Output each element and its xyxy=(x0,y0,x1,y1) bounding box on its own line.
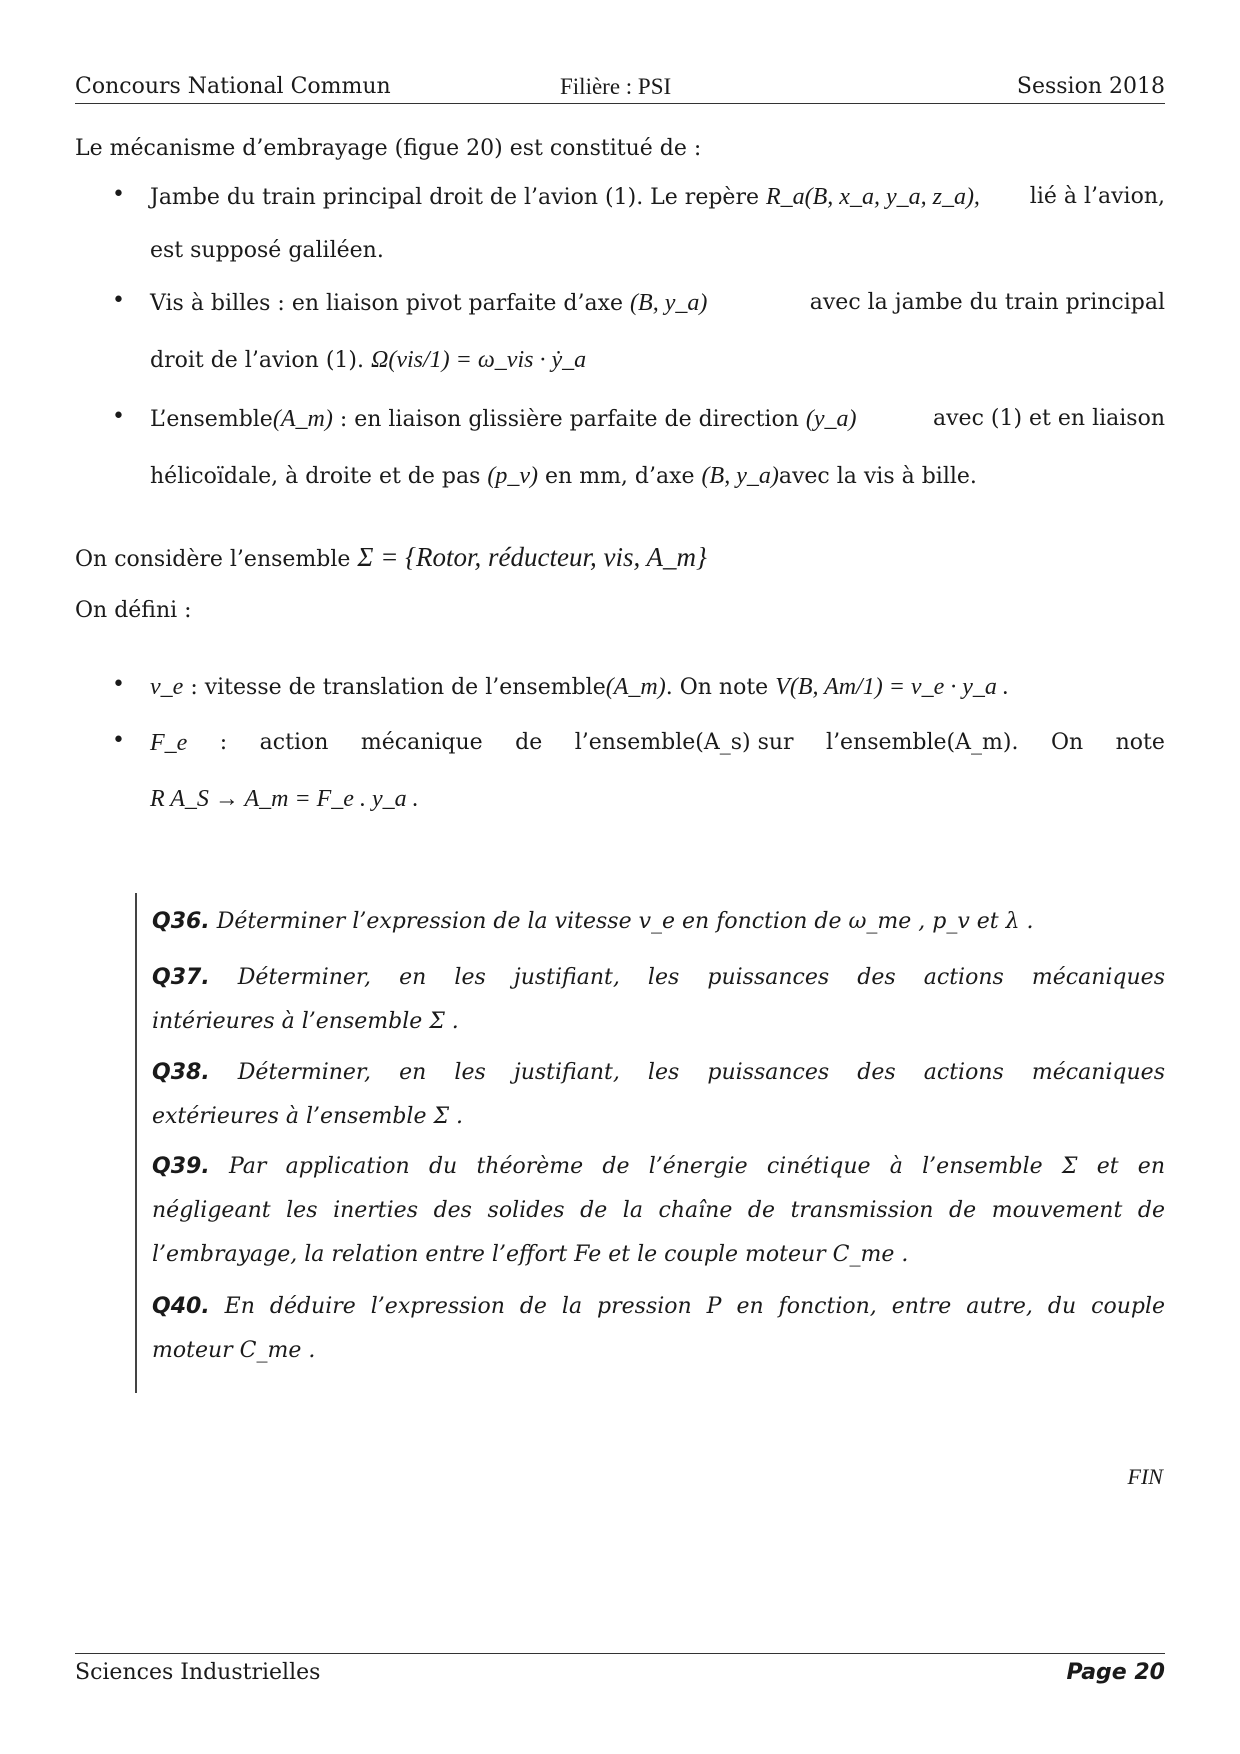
item-3-line2 xyxy=(150,461,1165,492)
page-number: Page 20 xyxy=(1066,1660,1165,1685)
def-2-word: note xyxy=(1115,730,1165,755)
question-text: En déduire l’expression de la pression P en fonction, entre autre, du couple xyxy=(224,1294,1165,1319)
page-footer xyxy=(75,1660,1165,1685)
def-2-word: de xyxy=(515,730,543,755)
item-2-text-b: avec la jambe du train principal xyxy=(809,290,1165,315)
item-3-line2-a: hélicoïdale, à droite et de pas xyxy=(150,464,481,489)
bullet-icon: • xyxy=(112,728,125,753)
considere-row xyxy=(75,542,1165,575)
question-q38-line2: extérieures à l’ensemble Σ . xyxy=(152,1104,464,1129)
def-2-word: mécanique xyxy=(360,730,483,755)
defini-text: On défini : xyxy=(75,598,192,623)
item-2-text: Vis à billes : en liaison pivot parfaite d’axe xyxy=(150,291,624,316)
question-q39-line3: l’embrayage, la relation entre l’effort Fe et le couple moteur C_me . xyxy=(152,1242,909,1267)
item-2-line2-row xyxy=(150,345,1165,376)
item-3-math-c: (p_v) xyxy=(487,463,539,489)
def-2-word: l’ensemble(A_s) sur xyxy=(574,730,794,755)
item-1-math: R_a(B, x_a, y_a, z_a), xyxy=(765,184,980,210)
def-2-word: On xyxy=(1050,730,1084,755)
item-1 xyxy=(150,182,1165,213)
def-2-word: l’ensemble(A_m). xyxy=(826,730,1019,755)
def-2-word: action xyxy=(259,730,329,755)
def-2-word: : xyxy=(219,730,228,755)
question-q38 xyxy=(152,1058,1165,1088)
question-q39 xyxy=(152,1152,1165,1182)
header-left: Concours National Commun xyxy=(75,74,391,99)
item-3-line2-c: avec la vis à bille. xyxy=(778,464,977,489)
considere-math: Σ = {Rotor, réducteur, vis, A_m} xyxy=(357,542,707,572)
item-1-line2: est supposé galiléen. xyxy=(150,238,384,263)
question-q40 xyxy=(152,1292,1165,1322)
def-1 xyxy=(150,672,1165,703)
footer-left: Sciences Industrielles xyxy=(75,1660,321,1685)
bullet-icon: • xyxy=(112,288,125,313)
question-text: Déterminer, en les justifiant, les puissances des actions mécaniques xyxy=(237,1060,1165,1085)
question-label: Q39. xyxy=(152,1154,210,1179)
fin-label: FIN xyxy=(1127,1464,1163,1489)
item-1-text: Jambe du train principal droit de l’avion (1). Le repère xyxy=(150,185,759,210)
item-3-text-a: L’ensemble xyxy=(150,407,273,432)
page-header xyxy=(75,74,1165,104)
footer-rule xyxy=(75,1653,1165,1654)
def-2-symbol: F_e xyxy=(150,730,188,756)
item-3-text-b: : en liaison glissière parfaite de direction xyxy=(339,407,799,432)
item-3-text-c: avec (1) et en liaison xyxy=(933,406,1165,431)
header-center: Filière : PSI xyxy=(560,74,672,99)
question-q37 xyxy=(152,963,1165,993)
question-text: Par application du théorème de l’énergie cinétique à l’ensemble Σ et en xyxy=(228,1154,1165,1179)
item-3-math-a: (A_m) xyxy=(272,406,333,432)
item-2-math-a: (B, y_a) xyxy=(630,290,708,316)
def-2 xyxy=(150,728,1165,758)
question-q37-line2: intérieures à l’ensemble Σ . xyxy=(152,1009,459,1034)
bullet-icon: • xyxy=(112,404,125,429)
item-3-line2-b: en mm, d’axe xyxy=(545,464,695,489)
def-1-text-b: . On note xyxy=(665,675,769,700)
def-1-text: : vitesse de translation de l’ensemble xyxy=(190,675,606,700)
def-1-math-b: V(B, Am/1) = v_e · y_a . xyxy=(775,674,1009,700)
def-1-symbol: v_e xyxy=(150,674,184,700)
question-text: Déterminer l’expression de la vitesse v_e en fonction de ω_me , p_v et λ . xyxy=(216,909,1034,934)
def-1-math-a: (A_m) xyxy=(605,674,666,700)
item-2-line2: droit de l’avion (1). xyxy=(150,348,364,373)
question-label: Q40. xyxy=(152,1294,210,1319)
intro-text: Le mécanisme d’embrayage (figue 20) est constitué de : xyxy=(75,136,702,161)
question-label: Q37. xyxy=(152,965,210,990)
def-2-line2: R A_S → A_m = F_e . y_a . xyxy=(150,786,419,812)
question-text: Déterminer, en les justifiant, les puissances des actions mécaniques xyxy=(237,965,1165,990)
considere-text: On considère l’ensemble xyxy=(75,547,351,572)
item-3 xyxy=(150,404,1165,435)
question-label: Q36. xyxy=(152,909,210,934)
item-1-text-b: lié à l’avion, xyxy=(1029,184,1165,209)
question-label: Q38. xyxy=(152,1060,210,1085)
bullet-icon: • xyxy=(112,182,125,207)
bullet-icon: • xyxy=(112,672,125,697)
header-rule xyxy=(75,103,1165,104)
question-q40-line2: moteur C_me . xyxy=(152,1338,316,1363)
header-right: Session 2018 xyxy=(1016,74,1165,99)
item-3-math-b: (y_a) xyxy=(805,406,857,432)
question-q36 xyxy=(152,907,1165,937)
item-2-math-b: Ω(vis/1) = ω_vis · ẏ_a xyxy=(370,347,587,373)
item-2 xyxy=(150,288,1165,319)
question-q39-line2: négligeant les inerties des solides de la chaîne de transmission de mouvement de xyxy=(152,1198,1165,1223)
questions-left-rule xyxy=(135,893,137,1393)
item-3-math-d: (B, y_a) xyxy=(701,463,779,489)
